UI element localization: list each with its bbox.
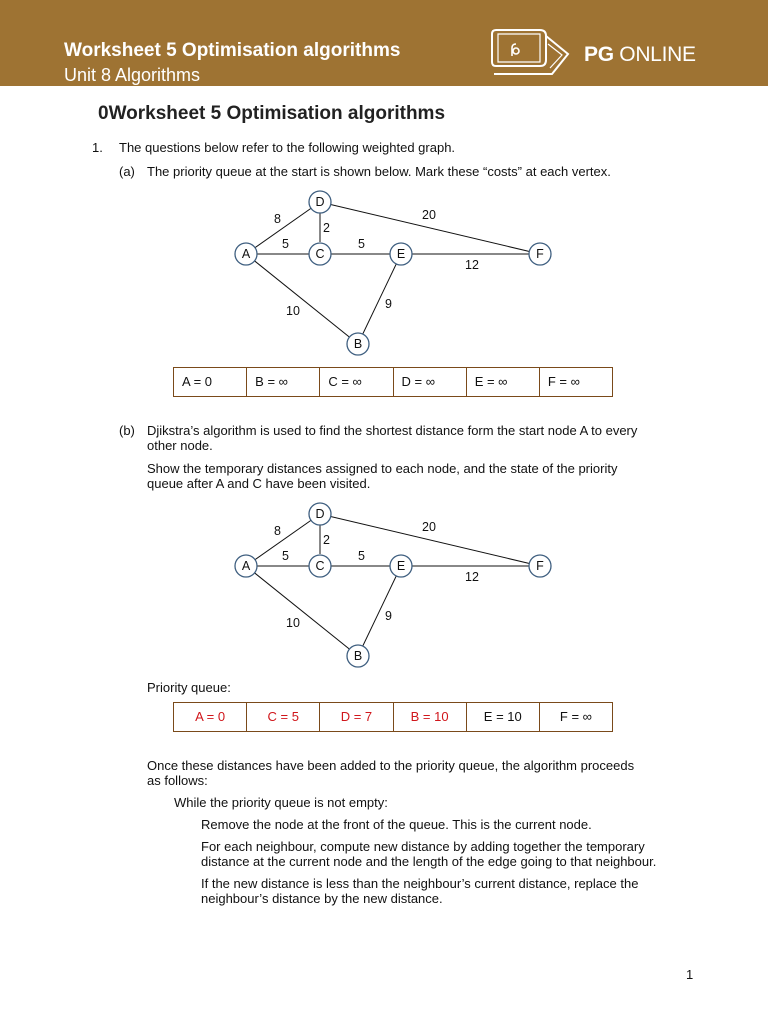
edge-weight-DC: 2 <box>323 221 330 235</box>
laptop-icon <box>490 26 574 78</box>
edge-weight-EF: 12 <box>465 570 479 584</box>
part-a-text: The priority queue at the start is shown below. Mark these “costs” at each vertex. <box>147 164 611 179</box>
node-A-label: A <box>241 559 251 573</box>
node-F <box>529 243 551 265</box>
algorithm-if-line1: If the new distance is less than the neighbour’s current distance, replace the <box>201 876 639 891</box>
part-b-show-line1: Show the temporary distances assigned to each node, and the state of the priority <box>147 461 618 476</box>
algorithm-neighbour-line1: For each neighbour, compute new distance by adding together the temporary <box>201 839 645 854</box>
priority-queue-start <box>173 367 613 397</box>
node-F-label: F <box>536 559 544 573</box>
part-b-show-line2: queue after A and C have been visited. <box>147 476 371 491</box>
node-B <box>347 333 369 355</box>
graph-nodes <box>235 503 551 667</box>
node-F <box>529 555 551 577</box>
header-title: Worksheet 5 Optimisation algorithms <box>64 40 401 61</box>
node-E-label: E <box>396 247 406 261</box>
algorithm-neighbour-line2: distance at the current node and the length of the edge going to that neighbour. <box>201 854 657 869</box>
document-title-suffix: algorithms <box>342 103 446 124</box>
node-D <box>309 191 331 213</box>
pq-after-cell: E = 10 <box>467 703 540 731</box>
node-D-label: D <box>315 507 325 521</box>
question-number: 1. <box>92 140 103 155</box>
header-band <box>0 0 768 86</box>
algorithm-remove: Remove the node at the front of the queue. This is the current node. <box>201 817 592 832</box>
page-number: 1 <box>686 967 694 982</box>
once-line1: Once these distances have been added to the priority queue, the algorithm proceeds <box>147 758 635 773</box>
question-intro: The questions below refer to the following weighted graph. <box>119 140 456 155</box>
priority-queue-after <box>173 702 613 732</box>
part-b-text-line1: Djikstra’s algorithm is used to find the shortest distance form the start node A to every <box>147 423 638 438</box>
pq-start-cell: F = ∞ <box>547 374 580 389</box>
edge-weight-DF: 20 <box>422 208 436 222</box>
node-B-label: B <box>353 337 363 351</box>
edge-weight-CE: 5 <box>358 549 365 563</box>
header-subtitle: Unit 8 Algorithms <box>64 65 201 85</box>
pq-start-cell: D = ∞ <box>394 368 467 396</box>
edge-weight-EB: 9 <box>385 297 392 311</box>
node-F-label: F <box>536 247 544 261</box>
pg-online-logo <box>490 26 720 86</box>
once-line2: as follows: <box>147 773 208 788</box>
node-D <box>309 503 331 525</box>
node-B-label: B <box>353 649 363 663</box>
pq-start-cell: C = ∞ <box>320 368 393 396</box>
edge-weight-AD: 8 <box>274 212 281 226</box>
edge-weight-AB: 10 <box>286 616 300 630</box>
node-E <box>390 243 412 265</box>
pq-after-cell: B = 10 <box>394 703 467 731</box>
node-C-label: C <box>315 559 325 573</box>
pq-start-cell: A = 0 <box>174 368 247 396</box>
weighted-graph-1 <box>228 190 558 360</box>
pq-start-cell: B = ∞ <box>247 368 320 396</box>
node-D-label: D <box>315 195 325 209</box>
algorithm-if-line2: neighbour’s distance by the new distance. <box>201 891 443 906</box>
part-b-label: (b) <box>119 423 135 438</box>
node-C <box>309 555 331 577</box>
node-A <box>235 555 257 577</box>
part-b-text-line2: other node. <box>147 438 213 453</box>
edge-weight-DF: 20 <box>422 520 436 534</box>
node-E <box>390 555 412 577</box>
pq-after-cell: D = 7 <box>320 703 393 731</box>
graph-nodes <box>235 191 551 355</box>
document-title <box>98 103 445 125</box>
pq-after-cell: C = 5 <box>247 703 320 731</box>
edge-weight-CE: 5 <box>358 237 365 251</box>
edge-weight-AC: 5 <box>282 549 289 563</box>
edge-weight-EB: 9 <box>385 609 392 623</box>
edge-weight-AC: 5 <box>282 237 289 251</box>
part-a-label: (a) <box>119 164 135 179</box>
weighted-graph-2 <box>228 502 558 672</box>
logo-text <box>584 43 696 67</box>
algorithm-while: While the priority queue is not empty: <box>174 795 388 810</box>
priority-queue-label: Priority queue: <box>147 680 231 695</box>
node-B <box>347 645 369 667</box>
logo-text-rest: ONLINE <box>613 43 696 66</box>
node-C-label: C <box>315 247 325 261</box>
pq-start-cell: E = ∞ <box>467 368 540 396</box>
node-C <box>309 243 331 265</box>
pq-after-cell: A = 0 <box>174 703 247 731</box>
edge-weight-DC: 2 <box>323 533 330 547</box>
node-E-label: E <box>396 559 406 573</box>
edge-weight-EF: 12 <box>465 258 479 272</box>
pq-after-cell: F = ∞ <box>559 709 592 724</box>
node-A <box>235 243 257 265</box>
document-title-prefix: 0Worksheet 5 Optimisation <box>98 103 343 124</box>
logo-text-bold: PG <box>584 43 614 66</box>
edge-weight-AD: 8 <box>274 524 281 538</box>
node-A-label: A <box>241 247 251 261</box>
edge-weight-AB: 10 <box>286 304 300 318</box>
